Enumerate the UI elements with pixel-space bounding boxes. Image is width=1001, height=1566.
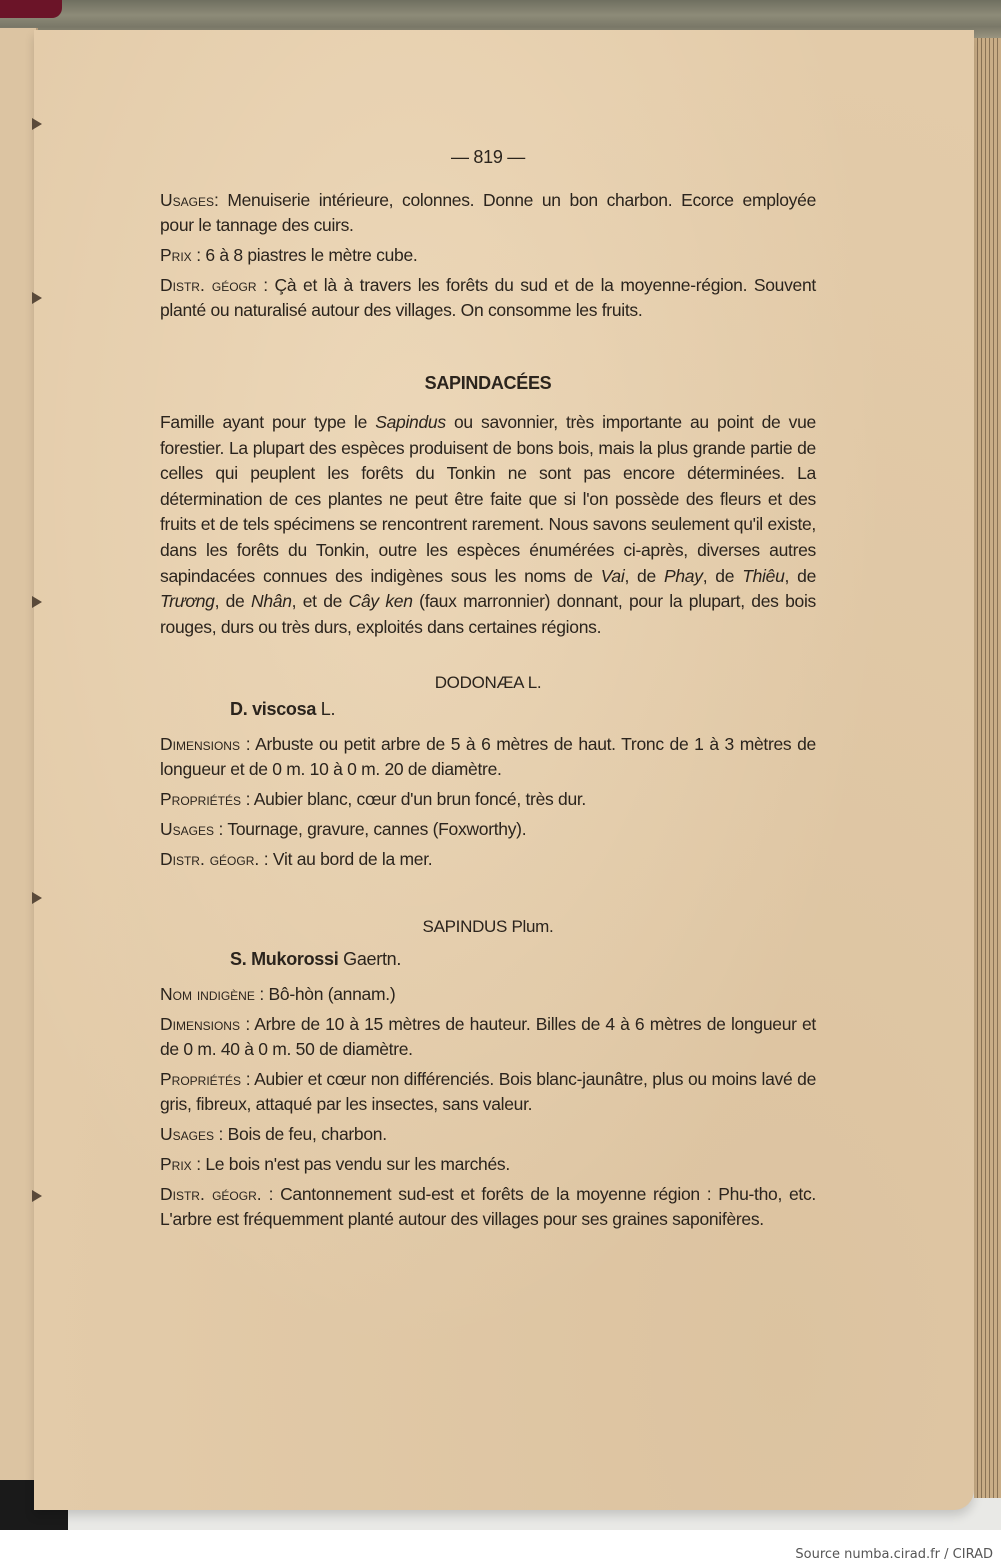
entry-label: Distr. géogr. <box>160 849 260 870</box>
species-entry <box>160 1182 816 1232</box>
italic-term: Cây ken <box>348 591 413 612</box>
entry-label: Usages <box>160 1124 214 1145</box>
species-entry <box>160 1122 816 1147</box>
entry-label: Propriétés <box>160 1069 242 1090</box>
italic-term: Thiêu <box>742 565 785 586</box>
genus-heading: DODONÆA L. <box>434 673 542 693</box>
species-abbr: D. viscosa <box>230 699 317 720</box>
entry-label: Distr. géogr. <box>160 1184 262 1205</box>
entry-label: Usages <box>160 190 214 210</box>
entry-label: Dimensions <box>160 1014 240 1035</box>
entry-text: : Bô-hòn (annam.) <box>254 984 396 1005</box>
species-abbr: S. Mukorossi <box>230 949 339 970</box>
intro-text: , de <box>784 565 816 586</box>
margin-nick-icon <box>32 596 42 608</box>
entry-prix <box>160 243 816 268</box>
source-credit: Source numba.cirad.fr / CIRAD <box>795 1547 993 1562</box>
entry-label: Dimensions <box>160 734 240 755</box>
margin-nick-icon <box>32 118 42 130</box>
species-entry <box>160 787 816 812</box>
entry-label: Prix <box>160 1154 192 1175</box>
entry-text: : Cantonnement sud-est et forêts de la moyenne région : Phu-tho, etc. L'arbre est fréquemment planté autour des villages pour ses graines saponifères. <box>160 1184 816 1230</box>
genus-heading: SAPINDUS Plum. <box>422 917 554 937</box>
species-entry <box>160 817 816 842</box>
intro-text: , de <box>624 565 664 586</box>
entry-text: : Arbre de 10 à 15 mètres de hauteur. Billes de 4 à 6 mètres de longueur et de 0 m. 40 à 0 m. 50 de diamètre. <box>160 1014 816 1060</box>
entry-label: Propriétés <box>160 789 242 810</box>
entry-label: Usages <box>160 819 214 840</box>
entry-text: : Tournage, gravure, cannes (Foxworthy). <box>214 819 527 840</box>
italic-term: Nhân <box>251 591 292 612</box>
species-entry <box>160 732 816 782</box>
species-entry <box>160 1067 816 1117</box>
page-text <box>160 145 816 1237</box>
margin-nick-icon <box>32 292 42 304</box>
entry-usages <box>160 188 816 238</box>
species-author: Gaertn. <box>338 949 402 970</box>
intro-text: ou savonnier, très importante au point de vue forestier. La plupart des espèces produisent de bons bois, mais la plus grande partie de celles qui peuplent les forêts du Tonkin ne sont pas encore déterminées. La détermination de ces plantes ne peut être faite que si l'on possède des fleurs et des fruits et de tels spécimens se rencontrent rarement. Nous savons seulement qu'il existe, dans les forêts du Tonkin, outre les espèces énumérées ci-après, diverses autres sapindacées connues des indigènes sous les noms de <box>160 412 816 586</box>
family-heading: SAPINDACÉES <box>424 373 552 393</box>
intro-text: , de <box>214 591 252 612</box>
entry-text: : Bois de feu, charbon. <box>214 1124 387 1145</box>
species-entry <box>160 1012 816 1062</box>
family-intro <box>160 410 816 640</box>
entry-distr <box>160 273 816 323</box>
page-edges <box>974 38 1001 1498</box>
italic-term: Trương <box>160 591 215 612</box>
italic-term: Vai <box>600 565 625 586</box>
entry-text: : Menuiserie intérieure, colonnes. Donne un bon charbon. Ecorce employée pour le tannage des cuirs. <box>160 190 816 235</box>
entry-label: Distr. géogr <box>160 275 257 295</box>
intro-text: (faux marronnier) donnant, pour la plupart, des bois rouges, durs ou très durs, exploités dans certaines régions. <box>160 591 816 637</box>
left-page-sliver <box>0 28 38 1488</box>
entry-text: : 6 à 8 piastres le mètre cube. <box>191 245 418 265</box>
italic-term: Sapindus <box>375 412 446 432</box>
species-entry <box>160 982 816 1007</box>
italic-term: Phay <box>663 565 703 586</box>
margin-nick-icon <box>32 1190 42 1202</box>
intro-text: Famille ayant pour type le <box>160 412 376 432</box>
entry-text: : Çà et là à travers les forêts du sud et de la moyenne-région. Souvent planté ou naturalisé autour des villages. On consomme les fruits. <box>160 275 816 320</box>
species-entry <box>160 1152 816 1177</box>
entry-text: : Le bois n'est pas vendu sur les marchés. <box>191 1154 510 1175</box>
species-entry <box>160 847 816 872</box>
species-name <box>230 697 816 722</box>
intro-text: , de <box>702 565 743 586</box>
red-cover-corner <box>0 0 62 18</box>
entry-text: : Aubier blanc, cœur d'un brun foncé, très dur. <box>241 789 586 810</box>
entry-label: Nom indigène <box>160 984 255 1005</box>
species-author: L. <box>316 699 336 720</box>
entry-text: : Arbuste ou petit arbre de 5 à 6 mètres de haut. Tronc de 1 à 3 mètres de longueur et de 0 m. 10 à 0 m. 20 de diamètre. <box>160 734 816 780</box>
page-number: — 819 — <box>451 147 525 167</box>
entry-text: : Vit au bord de la mer. <box>259 849 433 870</box>
margin-nick-icon <box>32 892 42 904</box>
species-name <box>230 947 816 972</box>
entry-label: Prix <box>160 245 192 265</box>
intro-text: , et de <box>291 591 349 612</box>
entry-text: : Aubier et cœur non différenciés. Bois blanc-jaunâtre, plus ou moins lavé de gris, fibreux, attaqué par les insectes, sans valeur. <box>160 1069 816 1115</box>
